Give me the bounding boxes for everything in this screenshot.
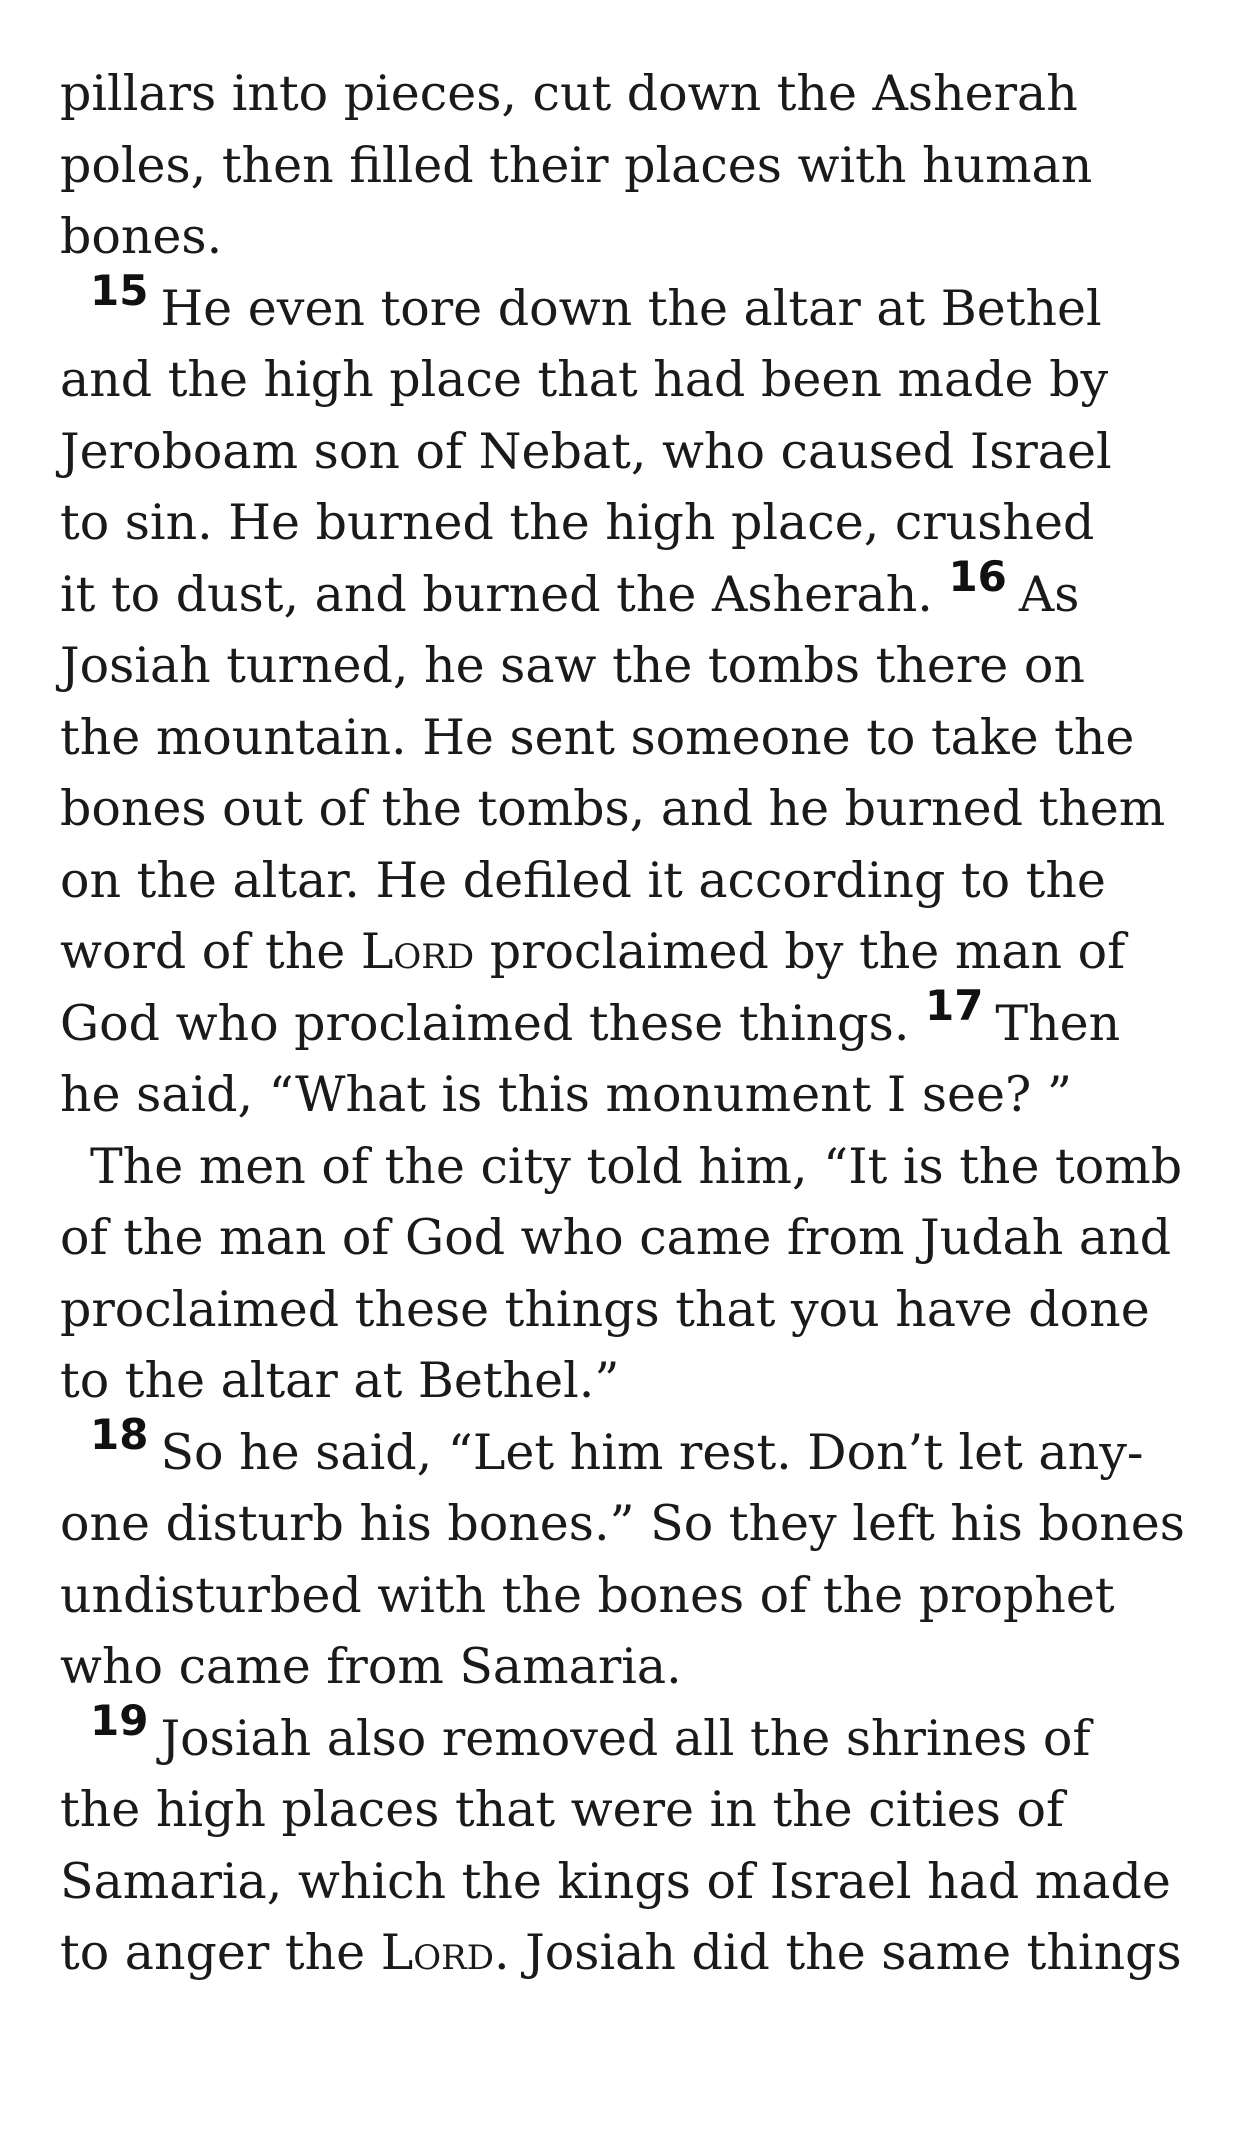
text-line: [60, 265, 1200, 345]
text-line: [60, 1631, 1200, 1703]
text-line: [60, 1560, 1200, 1632]
text-line: [60, 630, 1200, 702]
text-line: [60, 845, 1200, 917]
line-text: who came from Samaria.: [60, 1638, 682, 1695]
line-text: proclaimed these things that you have done: [60, 1280, 1150, 1338]
line-text: the mountain. He sent someone to take the: [60, 708, 1135, 766]
text-line: [60, 1202, 1200, 1274]
line-text: The men of the city told him, “It is the tomb: [90, 1137, 1183, 1195]
line-text: Josiah also removed all the shrines of: [160, 1709, 1091, 1767]
line-text: . Josiah did the same things: [494, 1924, 1182, 1981]
text-line: [60, 1774, 1200, 1846]
line-text: on the altar. He defiled it according to the: [60, 851, 1106, 909]
text-line: [60, 416, 1200, 488]
line-text: undisturbed with the bones of the prophet: [60, 1566, 1115, 1624]
line-text: God who proclaimed these things.: [60, 994, 910, 1052]
line-text: to anger the: [60, 1924, 366, 1981]
text-line: [60, 1274, 1200, 1346]
line-text: bones.: [60, 208, 223, 265]
line-text: Samaria, which the kings of Israel had made: [60, 1852, 1171, 1910]
line-text: to the altar at Bethel.”: [60, 1352, 620, 1409]
text-line: [60, 487, 1200, 559]
line-text: he said, “What is this monument I see? ”: [60, 1066, 1072, 1123]
line-text: the high places that were in the cities of: [60, 1781, 1065, 1838]
line-text: to sin. He burned the high place, crushed: [60, 494, 1095, 551]
text-line: [60, 1488, 1200, 1560]
text-line: [60, 1917, 1200, 1989]
verse-number[interactable]: 16: [948, 551, 1007, 601]
line-text: word of the: [60, 923, 346, 980]
verse-number[interactable]: 18: [90, 1409, 149, 1459]
line-text: bones out of the tombs, and he burned them: [60, 780, 1166, 837]
line-text: pillars into pieces, cut down the Asherah: [60, 65, 1078, 122]
text-line: [60, 773, 1200, 845]
text-line: [60, 344, 1200, 416]
text-line: [60, 702, 1200, 774]
line-text: one disturb his bones.” So they left his bones: [60, 1495, 1185, 1552]
text-line: [60, 916, 1200, 988]
text-line: [60, 130, 1200, 202]
text-line: [60, 980, 1200, 1060]
text-line: [60, 1846, 1200, 1918]
line-text: Jeroboam son of Nebat, who caused Israel: [60, 422, 1112, 480]
text-line: [60, 201, 1200, 273]
text-line: [60, 58, 1200, 130]
text-line: [60, 1131, 1200, 1203]
line-text: Josiah turned, he saw the tombs there on: [60, 637, 1085, 694]
verse-number[interactable]: 15: [90, 265, 149, 315]
line-text: So he said, “Let him rest. Don’t let any-: [160, 1423, 1144, 1481]
text-line: [60, 551, 1200, 631]
line-text: and the high place that had been made by: [60, 351, 1109, 408]
line-text: As: [1018, 565, 1080, 623]
line-text: proclaimed by the man of: [489, 923, 1126, 980]
verse-number[interactable]: 19: [90, 1695, 149, 1745]
text-line: [60, 1345, 1200, 1417]
divine-name: Lord: [360, 923, 475, 980]
line-text: He even tore down the altar at Bethel: [160, 279, 1102, 337]
line-text: of the man of God who came from Judah and: [60, 1209, 1172, 1266]
line-text: poles, then filled their places with human: [60, 136, 1093, 194]
text-line: [60, 1695, 1200, 1775]
divine-name: Lord: [380, 1924, 495, 1981]
text-line: [60, 1059, 1200, 1131]
line-text: it to dust, and burned the Asherah.: [60, 565, 933, 623]
scripture-text: [60, 58, 1200, 1989]
line-text: Then: [995, 994, 1121, 1052]
text-line: [60, 1409, 1200, 1489]
verse-number[interactable]: 17: [924, 980, 984, 1030]
